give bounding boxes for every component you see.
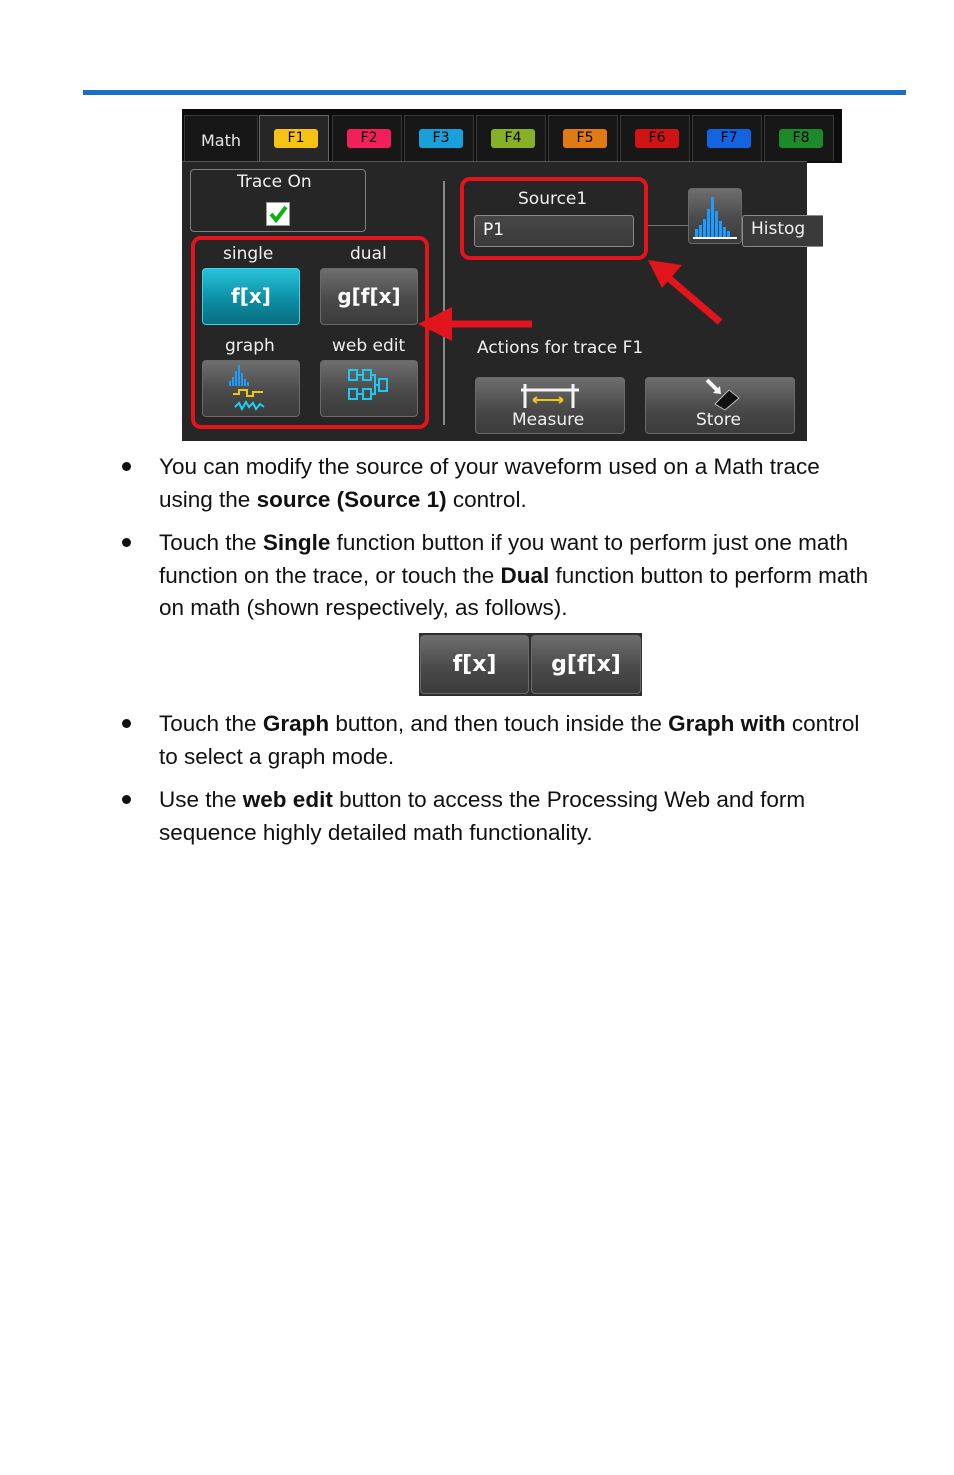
single-function-button[interactable]: f[x] [202, 268, 300, 325]
trace-on-label: Trace On [237, 172, 312, 192]
example-dual-button: g[f[x] [531, 635, 641, 694]
text-run: function button to perform math on math (shown respectively, as follows). [159, 562, 869, 620]
tab-f1-label: F1 [274, 129, 318, 148]
bullet-graph [159, 708, 864, 773]
dual-function-button[interactable]: g[f[x] [320, 268, 418, 325]
text-run: control to select a graph mode. [159, 711, 860, 769]
bullet-marker [122, 795, 134, 807]
tab-f2[interactable] [332, 115, 402, 161]
arrow-to-source [664, 274, 720, 322]
tab-f8-label: F8 [779, 129, 823, 148]
bullet-marker [122, 538, 134, 550]
bullet-marker [122, 719, 134, 731]
dual-label: dual [350, 244, 387, 264]
source1-label: Source1 [518, 189, 588, 209]
bold-run: Graph with [668, 711, 786, 736]
arrowhead-left [418, 307, 452, 341]
math-setup-panel [182, 109, 810, 440]
graph-label: graph [225, 336, 275, 356]
store-button[interactable] [645, 377, 795, 434]
store-icon [701, 378, 741, 410]
store-label: Store [696, 410, 741, 430]
text-run: control. [446, 486, 527, 512]
tab-f7-label: F7 [707, 129, 751, 148]
measure-icon [521, 382, 579, 408]
bold-run: Single [262, 530, 331, 555]
tab-math-label: Math [200, 131, 242, 150]
text-run: button, and then touch inside the [329, 711, 669, 736]
tab-f5[interactable] [548, 115, 618, 161]
text-run: You can modify the source of your waveform used on a Math trace [159, 454, 820, 479]
web-edit-label: web edit [332, 336, 406, 356]
tab-f3-label: F3 [419, 129, 463, 148]
panel-body [182, 161, 807, 441]
function-buttons-example [419, 633, 642, 696]
bullet-marker [122, 462, 134, 474]
text-run: using the [159, 486, 257, 512]
measure-label: Measure [512, 410, 585, 430]
tab-f1[interactable] [259, 115, 329, 165]
example-single-button: f[x] [420, 635, 529, 694]
bold-run: Graph [262, 711, 330, 736]
bold-run: Dual [500, 562, 550, 588]
text-run: Touch the [159, 711, 263, 736]
function-tab-bar [182, 109, 842, 163]
tab-f4[interactable] [476, 115, 546, 161]
measure-button[interactable] [475, 377, 625, 434]
tab-f6[interactable] [620, 115, 690, 161]
text-run: button to access the Processing Web and form sequence highly detailed math functionality. [159, 787, 806, 845]
tab-f5-label: F5 [563, 129, 607, 148]
single-label: single [223, 244, 274, 264]
bold-run: source (Source 1) [256, 486, 447, 512]
header-rule [83, 90, 906, 95]
histogram-label: Histog [751, 219, 806, 239]
bullet-single-dual [159, 527, 879, 625]
bullet-web-edit [159, 784, 859, 849]
source1-field[interactable]: P1 [474, 215, 634, 247]
tab-f7[interactable] [692, 115, 762, 161]
tab-f4-label: F4 [491, 129, 535, 148]
bold-run: web edit [242, 787, 333, 812]
tab-f8[interactable] [764, 115, 834, 161]
bullet-source [159, 451, 899, 516]
tab-f3[interactable] [404, 115, 474, 161]
tab-math[interactable] [184, 115, 258, 161]
tab-f6-label: F6 [635, 129, 679, 148]
text-run: function button if you want to perform just one math function on the trace, or touch the [159, 530, 849, 588]
tab-f2-label: F2 [347, 129, 391, 148]
text-run: Use the [159, 787, 243, 812]
actions-label: Actions for trace F1 [477, 338, 644, 358]
text-run: Touch the [159, 530, 263, 555]
